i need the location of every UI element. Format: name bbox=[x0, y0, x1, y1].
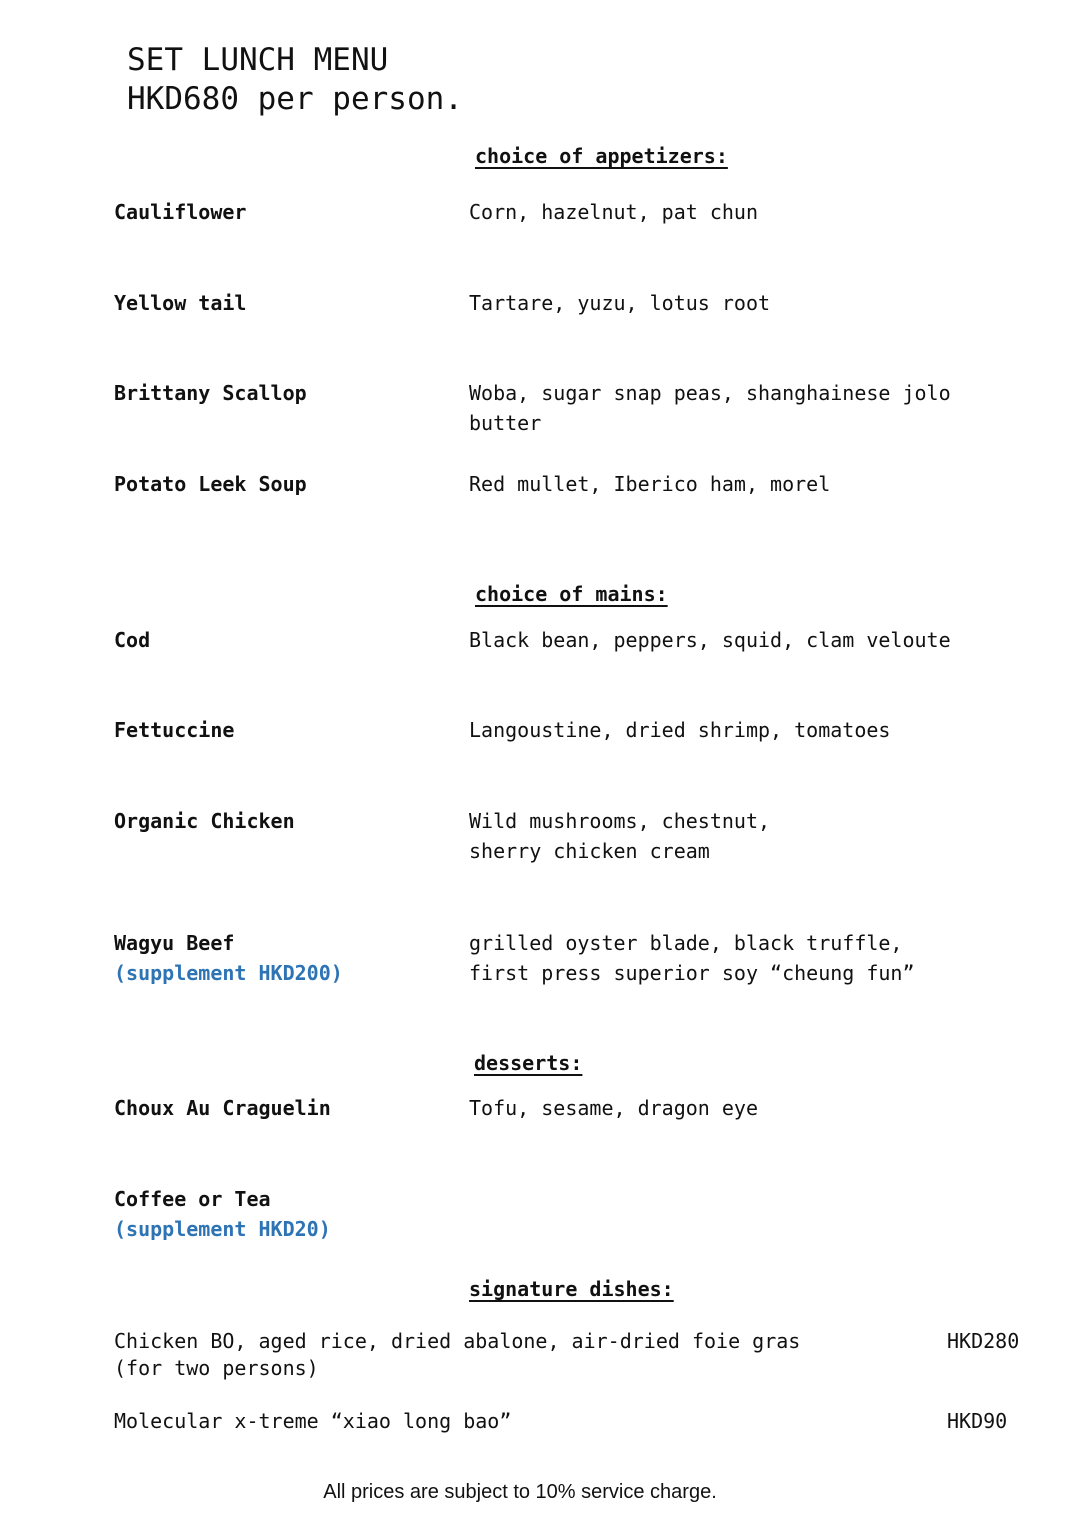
dish-name-wagyu-beef: Wagyu Beef bbox=[114, 931, 235, 955]
signature-dish-chicken-line2: (for two persons) bbox=[114, 1356, 319, 1380]
mains-heading: choice of mains: bbox=[475, 582, 668, 606]
dish-name-organic-chicken: Organic Chicken bbox=[114, 809, 295, 833]
dish-name-cauliflower: Cauliflower bbox=[114, 200, 247, 224]
dish-name-fettuccine: Fettuccine bbox=[114, 718, 235, 742]
signature-heading: signature dishes: bbox=[469, 1277, 674, 1301]
dish-desc-cod: Black bean, peppers, squid, clam veloute bbox=[469, 628, 951, 652]
dish-name-choux-au-craguelin: Choux Au Craguelin bbox=[114, 1096, 331, 1120]
menu-title: SET LUNCH MENU bbox=[127, 42, 389, 78]
dish-name-coffee-or-tea: Coffee or Tea bbox=[114, 1187, 271, 1211]
dish-desc-organic-chicken-line1: Wild mushrooms, chestnut, bbox=[469, 809, 771, 833]
supplement-coffee-or-tea: (supplement HKD20) bbox=[114, 1217, 331, 1241]
dish-desc-potato-leek-soup: Red mullet, Iberico ham, morel bbox=[469, 472, 831, 496]
signature-price-chicken: HKD280 bbox=[947, 1329, 1020, 1353]
dish-name-yellow-tail: Yellow tail bbox=[114, 291, 247, 315]
dish-desc-brittany-scallop-line1: Woba, sugar snap peas, shanghainese jolo bbox=[469, 381, 951, 405]
menu-price: HKD680 per person. bbox=[127, 81, 463, 117]
dish-name-cod: Cod bbox=[114, 628, 151, 652]
service-charge-note: All prices are subject to 10% service charge. bbox=[323, 1481, 717, 1503]
dish-desc-wagyu-beef-line2: first press superior soy “cheung fun” bbox=[469, 961, 915, 985]
signature-dish-chicken-line1: Chicken BO, aged rice, dried abalone, air-dried foie gras bbox=[114, 1329, 801, 1353]
desserts-heading: desserts: bbox=[474, 1051, 583, 1075]
dish-desc-wagyu-beef-line1: grilled oyster blade, black truffle, bbox=[469, 931, 903, 955]
signature-price-xiao-long-bao: HKD90 bbox=[947, 1409, 1008, 1433]
dish-name-potato-leek-soup: Potato Leek Soup bbox=[114, 472, 307, 496]
dish-desc-yellow-tail: Tartare, yuzu, lotus root bbox=[469, 291, 771, 315]
dish-desc-fettuccine: Langoustine, dried shrimp, tomatoes bbox=[469, 718, 891, 742]
appetizers-heading: choice of appetizers: bbox=[475, 144, 728, 168]
dish-desc-organic-chicken-line2: sherry chicken cream bbox=[469, 839, 710, 863]
signature-dish-xiao-long-bao: Molecular x-treme “xiao long bao” bbox=[114, 1409, 512, 1433]
dish-desc-brittany-scallop-line2: butter bbox=[469, 411, 542, 435]
supplement-wagyu-beef: (supplement HKD200) bbox=[114, 961, 343, 985]
dish-desc-choux-au-craguelin: Tofu, sesame, dragon eye bbox=[469, 1096, 758, 1120]
dish-name-brittany-scallop: Brittany Scallop bbox=[114, 381, 307, 405]
dish-desc-cauliflower: Corn, hazelnut, pat chun bbox=[469, 200, 758, 224]
